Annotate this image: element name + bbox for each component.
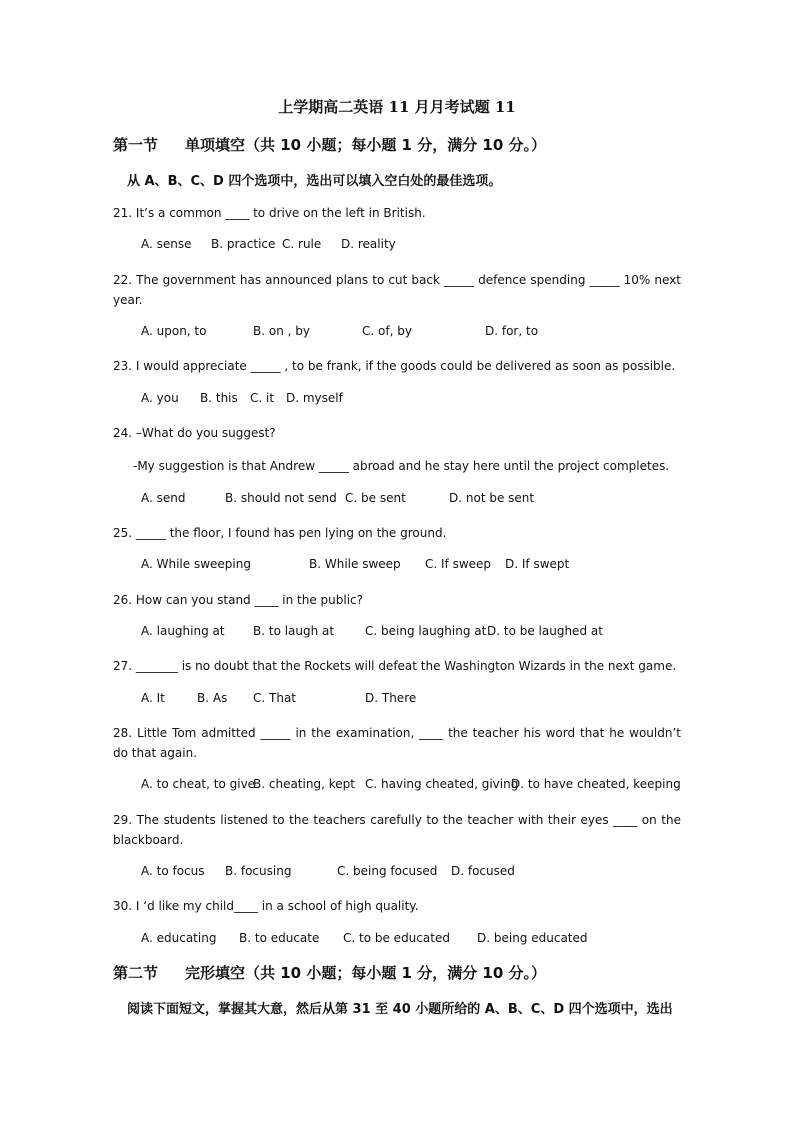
question-24: 24. –What do you suggest? bbox=[113, 426, 276, 440]
option-a: A. sense bbox=[141, 237, 192, 251]
question-29-options bbox=[141, 864, 701, 882]
question-22-options bbox=[141, 324, 701, 342]
section-1-number: 第一节 bbox=[113, 136, 159, 154]
option-b: B. on , by bbox=[253, 324, 310, 338]
option-d: D. focused bbox=[451, 864, 515, 878]
section-2-heading bbox=[113, 962, 546, 983]
section-2-title: 完形填空（共 10 小题；每小题 1 分，满分 10 分。） bbox=[185, 964, 547, 982]
option-a: A. While sweeping bbox=[141, 557, 251, 571]
question-23: 23. I would appreciate _____ , to be frank, if the goods could be delivered as soon as possible. bbox=[113, 359, 676, 373]
question-24-options bbox=[141, 491, 701, 509]
option-c: C. it bbox=[250, 391, 275, 405]
option-c: C. of, by bbox=[362, 324, 412, 338]
option-c: C. be sent bbox=[345, 491, 406, 505]
question-25-options bbox=[141, 557, 701, 575]
question-24-response: -My suggestion is that Andrew _____ abroad and he stay here until the project completes. bbox=[133, 459, 670, 473]
option-b: B. this bbox=[200, 391, 238, 405]
section-1-heading bbox=[113, 134, 546, 155]
option-a: A. upon, to bbox=[141, 324, 207, 338]
question-26: 26. How can you stand ____ in the public? bbox=[113, 593, 364, 607]
question-30-options bbox=[141, 931, 701, 949]
option-c: C. being laughing at bbox=[365, 624, 487, 638]
option-a: A. to cheat, to give bbox=[141, 777, 256, 791]
section-2-number: 第二节 bbox=[113, 964, 159, 982]
option-d: D. being educated bbox=[477, 931, 588, 945]
question-28-options bbox=[141, 777, 701, 795]
option-a: A. educating bbox=[141, 931, 217, 945]
question-28: 28. Little Tom admitted _____ in the examination, ____ the teacher his word that he wouldn’t do that again. bbox=[113, 726, 681, 760]
question-23-options bbox=[141, 391, 701, 409]
option-d: D. for, to bbox=[485, 324, 539, 338]
option-b: B. to educate bbox=[239, 931, 320, 945]
section-2-instruction: 阅读下面短文，掌握其大意，然后从第 31 至 40 小题所给的 A、B、C、D 四个选项中，选出 bbox=[127, 1002, 673, 1017]
option-d: D. myself bbox=[286, 391, 343, 405]
question-27-options bbox=[141, 691, 701, 709]
option-b: B. to laugh at bbox=[253, 624, 335, 638]
option-d: D. to be laughed at bbox=[487, 624, 603, 638]
option-c: C. rule bbox=[282, 237, 322, 251]
option-a: A. you bbox=[141, 391, 179, 405]
option-d: D. There bbox=[365, 691, 417, 705]
option-b: B. should not send bbox=[225, 491, 337, 505]
question-21: 21. It’s a common ____ to drive on the left in British. bbox=[113, 206, 426, 220]
option-d: D. not be sent bbox=[449, 491, 535, 505]
question-26-options bbox=[141, 624, 701, 642]
option-b: B. practice bbox=[211, 237, 276, 251]
section-1-instruction: 从 A、B、C、D 四个选项中，选出可以填入空白处的最佳选项。 bbox=[127, 174, 502, 189]
option-d: D. to have cheated, keeping bbox=[511, 777, 681, 791]
option-b: B. While sweep bbox=[309, 557, 401, 571]
option-d: D. If swept bbox=[505, 557, 570, 571]
option-c: C. being focused bbox=[337, 864, 438, 878]
question-22: 22. The government has announced plans to cut back _____ defence spending _____ 10% next year. bbox=[113, 273, 681, 307]
question-30: 30. I ‘d like my child____ in a school of high quality. bbox=[113, 899, 419, 913]
section-1-title: 单项填空（共 10 小题；每小题 1 分，满分 10 分。） bbox=[185, 136, 547, 154]
question-27: 27. _______ is no doubt that the Rockets will defeat the Washington Wizards in the next game. bbox=[113, 659, 677, 673]
question-25: 25. _____ the floor, I found has pen lying on the ground. bbox=[113, 526, 447, 540]
question-21-options bbox=[141, 237, 701, 255]
option-a: A. laughing at bbox=[141, 624, 225, 638]
option-b: B. cheating, kept bbox=[253, 777, 355, 791]
question-29: 29. The students listened to the teachers carefully to the teacher with their eyes ____ on the blackboard. bbox=[113, 813, 681, 847]
option-c: C. having cheated, giving bbox=[365, 777, 519, 791]
option-b: B. As bbox=[197, 691, 228, 705]
page-title: 上学期高二英语 11 月月考试题 11 bbox=[278, 98, 516, 116]
option-a: A. It bbox=[141, 691, 165, 705]
option-a: A. to focus bbox=[141, 864, 205, 878]
option-a: A. send bbox=[141, 491, 186, 505]
option-c: C. If sweep bbox=[425, 557, 492, 571]
option-b: B. focusing bbox=[225, 864, 292, 878]
option-c: C. to be educated bbox=[343, 931, 450, 945]
option-c: C. That bbox=[253, 691, 297, 705]
option-d: D. reality bbox=[341, 237, 396, 251]
